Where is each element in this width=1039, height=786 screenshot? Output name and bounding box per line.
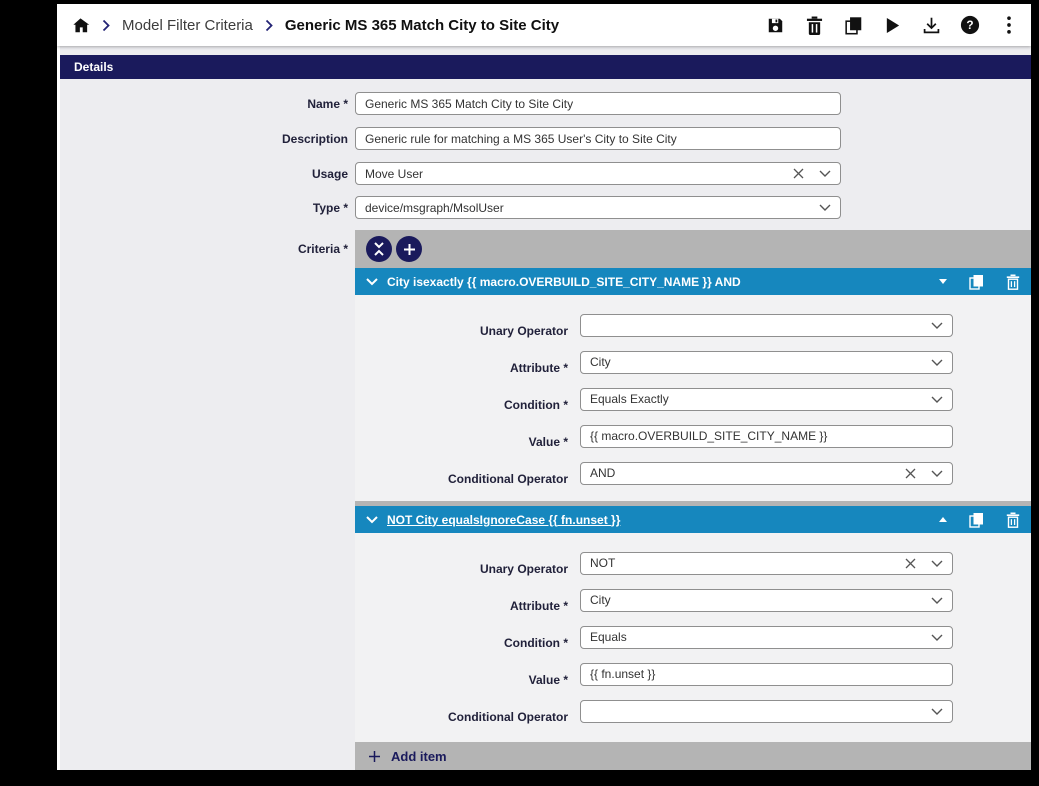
unary-operator-label: Unary Operator (479, 324, 568, 338)
content-area (57, 46, 1031, 770)
criteria-row (60, 230, 1031, 770)
attribute-label: Attribute * (510, 361, 568, 375)
condition-label: Condition * (504, 398, 568, 412)
duplicate-icon[interactable] (969, 274, 984, 290)
value-input[interactable] (580, 425, 953, 448)
attribute-label: Attribute * (510, 599, 568, 613)
details-title: Details (74, 60, 114, 74)
duplicate-icon[interactable] (969, 512, 984, 528)
copy-icon[interactable] (843, 15, 863, 35)
chevron-down-icon (931, 470, 943, 477)
clear-icon[interactable] (793, 168, 804, 179)
chevron-down-icon (931, 597, 943, 604)
conditional-operator-select[interactable] (580, 462, 953, 485)
chevron-down-icon (819, 170, 831, 177)
description-label: Description (281, 131, 348, 146)
criteria-group-1-header[interactable] (355, 268, 1031, 295)
page-title: Generic MS 365 Match City to Site City (284, 16, 560, 34)
save-icon[interactable] (765, 15, 785, 35)
breadcrumb-section[interactable]: Model Filter Criteria (122, 16, 253, 34)
download-icon[interactable] (921, 15, 941, 35)
criteria-group-2-body (355, 533, 1031, 742)
chevron-down-icon (931, 396, 943, 403)
trash-icon[interactable] (1006, 274, 1020, 290)
description-row (60, 127, 1031, 150)
chevron-down-icon[interactable] (366, 278, 378, 285)
criteria-group-2-title: NOT City equalsIgnoreCase {{ fn.unset }} (387, 512, 621, 527)
description-input[interactable] (355, 127, 841, 150)
clear-icon[interactable] (905, 558, 916, 569)
conditional-operator-value: AND (590, 466, 616, 480)
criteria-toolbar (355, 230, 1031, 268)
value-label: Value * (528, 435, 568, 449)
conditional-operator-row (355, 698, 1031, 724)
add-item-label: Add item (391, 748, 447, 764)
trash-icon[interactable] (1006, 512, 1020, 528)
criteria-group-2 (355, 506, 1031, 742)
criteria-group-2-header[interactable] (355, 506, 1031, 533)
value-input[interactable] (580, 663, 953, 686)
criteria-label: Criteria * (297, 242, 348, 256)
condition-label: Condition * (504, 636, 568, 650)
chevron-down-icon (931, 634, 943, 641)
usage-label: Usage (311, 166, 348, 181)
breadcrumb-bar (57, 4, 1031, 46)
attribute-row (355, 587, 1031, 613)
value-row (355, 423, 1031, 449)
more-vertical-icon[interactable] (999, 15, 1019, 35)
home-icon[interactable] (70, 15, 90, 35)
value-label: Value * (528, 673, 568, 687)
toolbar (765, 15, 1019, 35)
conditional-operator-label: Conditional Operator (448, 472, 568, 486)
attribute-value: City (590, 355, 611, 369)
clear-icon[interactable] (905, 468, 916, 479)
caret-up-icon[interactable] (939, 517, 947, 522)
svg-text:?: ? (966, 18, 974, 33)
condition-value: Equals Exactly (590, 392, 669, 406)
attribute-value: City (590, 593, 611, 607)
delete-icon[interactable] (804, 15, 824, 35)
usage-select-value: Move User (365, 166, 424, 181)
attribute-select[interactable] (580, 351, 953, 374)
unary-operator-select[interactable] (580, 314, 953, 337)
chevron-down-icon (931, 322, 943, 329)
run-icon[interactable] (882, 15, 902, 35)
unary-operator-select[interactable] (580, 552, 953, 575)
type-row (60, 196, 1031, 219)
condition-row (355, 624, 1031, 650)
criteria-group-1-body (355, 295, 1031, 501)
plus-icon (368, 750, 381, 763)
collapse-all-button[interactable] (366, 236, 392, 262)
chevron-down-icon (819, 204, 831, 211)
name-label: Name * (307, 96, 348, 111)
chevron-down-icon (931, 560, 943, 567)
add-item-button[interactable] (355, 742, 1031, 770)
chevron-down-icon (931, 708, 943, 715)
chevron-right-icon (102, 19, 110, 32)
attribute-select[interactable] (580, 589, 953, 612)
value-row (355, 661, 1031, 687)
name-row (60, 92, 1031, 115)
condition-row (355, 386, 1031, 412)
type-select-value: device/msgraph/MsolUser (365, 200, 504, 215)
caret-down-icon[interactable] (939, 279, 947, 284)
condition-select[interactable] (580, 626, 953, 649)
add-criteria-button[interactable] (396, 236, 422, 262)
chevron-down-icon[interactable] (366, 516, 378, 523)
attribute-row (355, 349, 1031, 375)
criteria-group-1-title: City isexactly {{ macro.OVERBUILD_SITE_CITY_NAME }} AND (387, 274, 741, 289)
type-label: Type * (312, 200, 348, 215)
chevron-right-icon (265, 19, 273, 32)
details-panel-header (60, 55, 1031, 79)
condition-select[interactable] (580, 388, 953, 411)
unary-operator-row (355, 550, 1031, 576)
usage-select[interactable] (355, 162, 841, 185)
conditional-operator-label: Conditional Operator (448, 710, 568, 724)
unary-operator-label: Unary Operator (479, 562, 568, 576)
conditional-operator-row (355, 460, 1031, 486)
unary-operator-value: NOT (590, 556, 616, 570)
criteria-group-1 (355, 268, 1031, 501)
condition-value: Equals (590, 630, 627, 644)
help-icon[interactable] (960, 15, 980, 35)
name-input[interactable] (355, 92, 841, 115)
conditional-operator-select[interactable] (580, 700, 953, 723)
chevron-down-icon (931, 359, 943, 366)
unary-operator-row (355, 312, 1031, 338)
criteria-container (355, 230, 1031, 770)
type-select[interactable] (355, 196, 841, 219)
app-window (57, 4, 1031, 764)
usage-row (60, 162, 1031, 185)
